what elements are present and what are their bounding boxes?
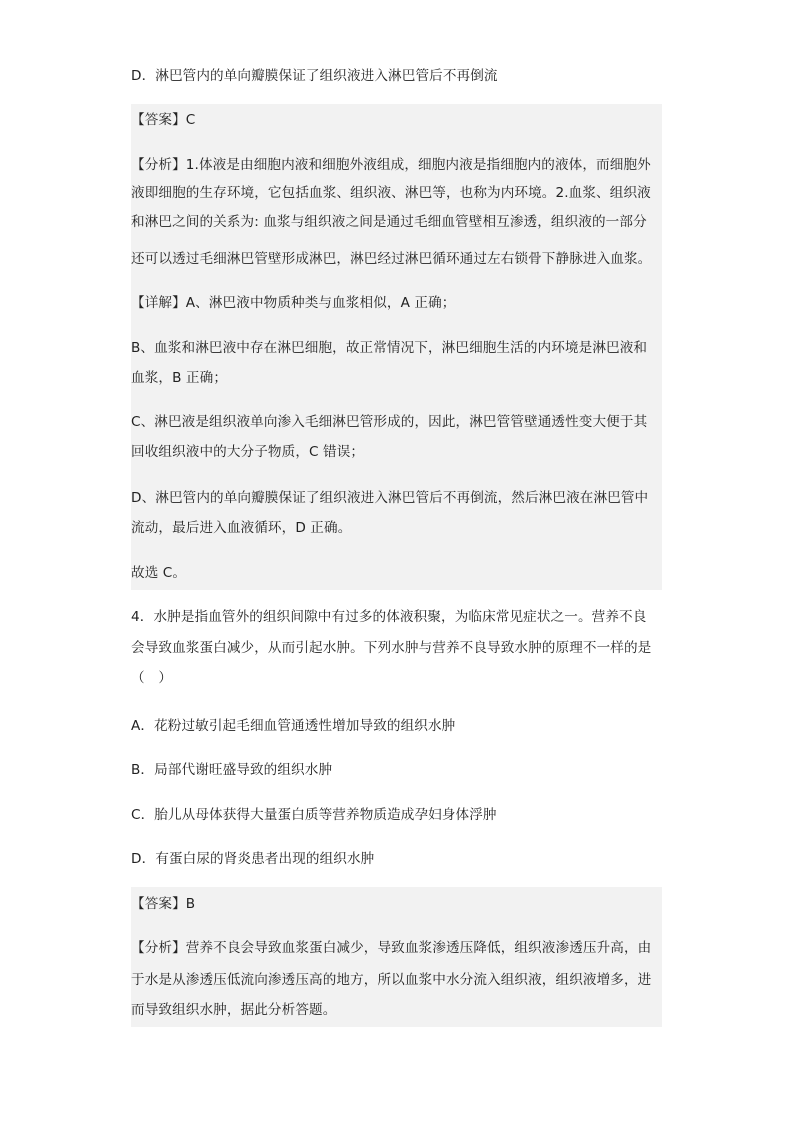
q4-option-a: A．花粉过敏引起毛细血管通透性增加导致的组织水肿 [131, 718, 456, 734]
q4-stem-line-1: 4．水肿是指血管外的组织间隙中有过多的体液积聚，为临床常见症状之一。营养不良 [131, 609, 647, 625]
q4-option-b: B．局部代谢旺盛导致的组织水肿 [131, 762, 333, 778]
q3-detail-c-line-2: 回收组织液中的大分子物质，C 错误； [131, 444, 365, 460]
q3-analysis-line-2: 液即细胞的生存环境，它包括血浆、组织液、淋巴等，也称为内环境。2.血浆、组织液 [131, 185, 651, 201]
q3-detail-b-line-2: 血浆，B 正确； [131, 370, 228, 386]
q3-analysis-line-3: 和淋巴之间的关系为: 血浆与组织液之间是通过毛细血管壁相互渗透，组织液的一部分 [131, 214, 647, 230]
q4-analysis-line-3: 而导致组织水肿，据此分析答题。 [131, 1002, 337, 1018]
q3-detail-b-line-1: B、血浆和淋巴液中存在淋巴细胞，故正常情况下，淋巴细胞生活的内环境是淋巴液和 [131, 340, 648, 356]
q3-option-d: D．淋巴管内的单向瓣膜保证了组织液进入淋巴管后不再倒流 [131, 68, 498, 84]
q4-option-c: C．胎儿从母体获得大量蛋白质等营养物质造成孕妇身体浮肿 [131, 807, 497, 823]
q4-stem-line-3: （ ） [131, 670, 173, 686]
q3-detail-c-line-1: C、淋巴液是组织液单向渗入毛细淋巴管形成的，因此，淋巴管管壁通透性变大便于其 [131, 414, 648, 430]
q3-answer: 【答案】C [131, 112, 196, 128]
q3-conclusion: 故选 C。 [131, 565, 187, 581]
q3-detail-d-line-1: D、淋巴管内的单向瓣膜保证了组织液进入淋巴管后不再倒流，然后淋巴液在淋巴管中 [131, 490, 649, 506]
q3-detail-d-line-2: 流动，最后进入血液循环，D 正确。 [131, 520, 352, 536]
q4-analysis-line-2: 于水是从渗透压低流向渗透压高的地方，所以血浆中水分流入组织液，组织液增多，进 [131, 972, 652, 988]
q4-stem-line-2: 会导致血浆蛋白减少，从而引起水肿。下列水肿与营养不良导致水肿的原理不一样的是 [131, 640, 652, 656]
q4-option-d: D．有蛋白尿的肾炎患者出现的组织水肿 [131, 851, 375, 867]
q3-analysis-line-1: 【分析】1.体液是由细胞内液和细胞外液组成，细胞内液是指细胞内的液体，而细胞外 [131, 157, 651, 173]
q4-answer: 【答案】B [131, 896, 196, 912]
q3-detail-a: 【详解】A、淋巴液中物质种类与血浆相似，A 正确； [131, 295, 456, 311]
q3-analysis-line-4: 还可以透过毛细淋巴管壁形成淋巴，淋巴经过淋巴循环通过左右锁骨下静脉进入血浆。 [131, 251, 652, 267]
q4-analysis-line-1: 【分析】营养不良会导致血浆蛋白减少，导致血浆渗透压降低，组织液渗透压升高，由 [131, 940, 652, 956]
